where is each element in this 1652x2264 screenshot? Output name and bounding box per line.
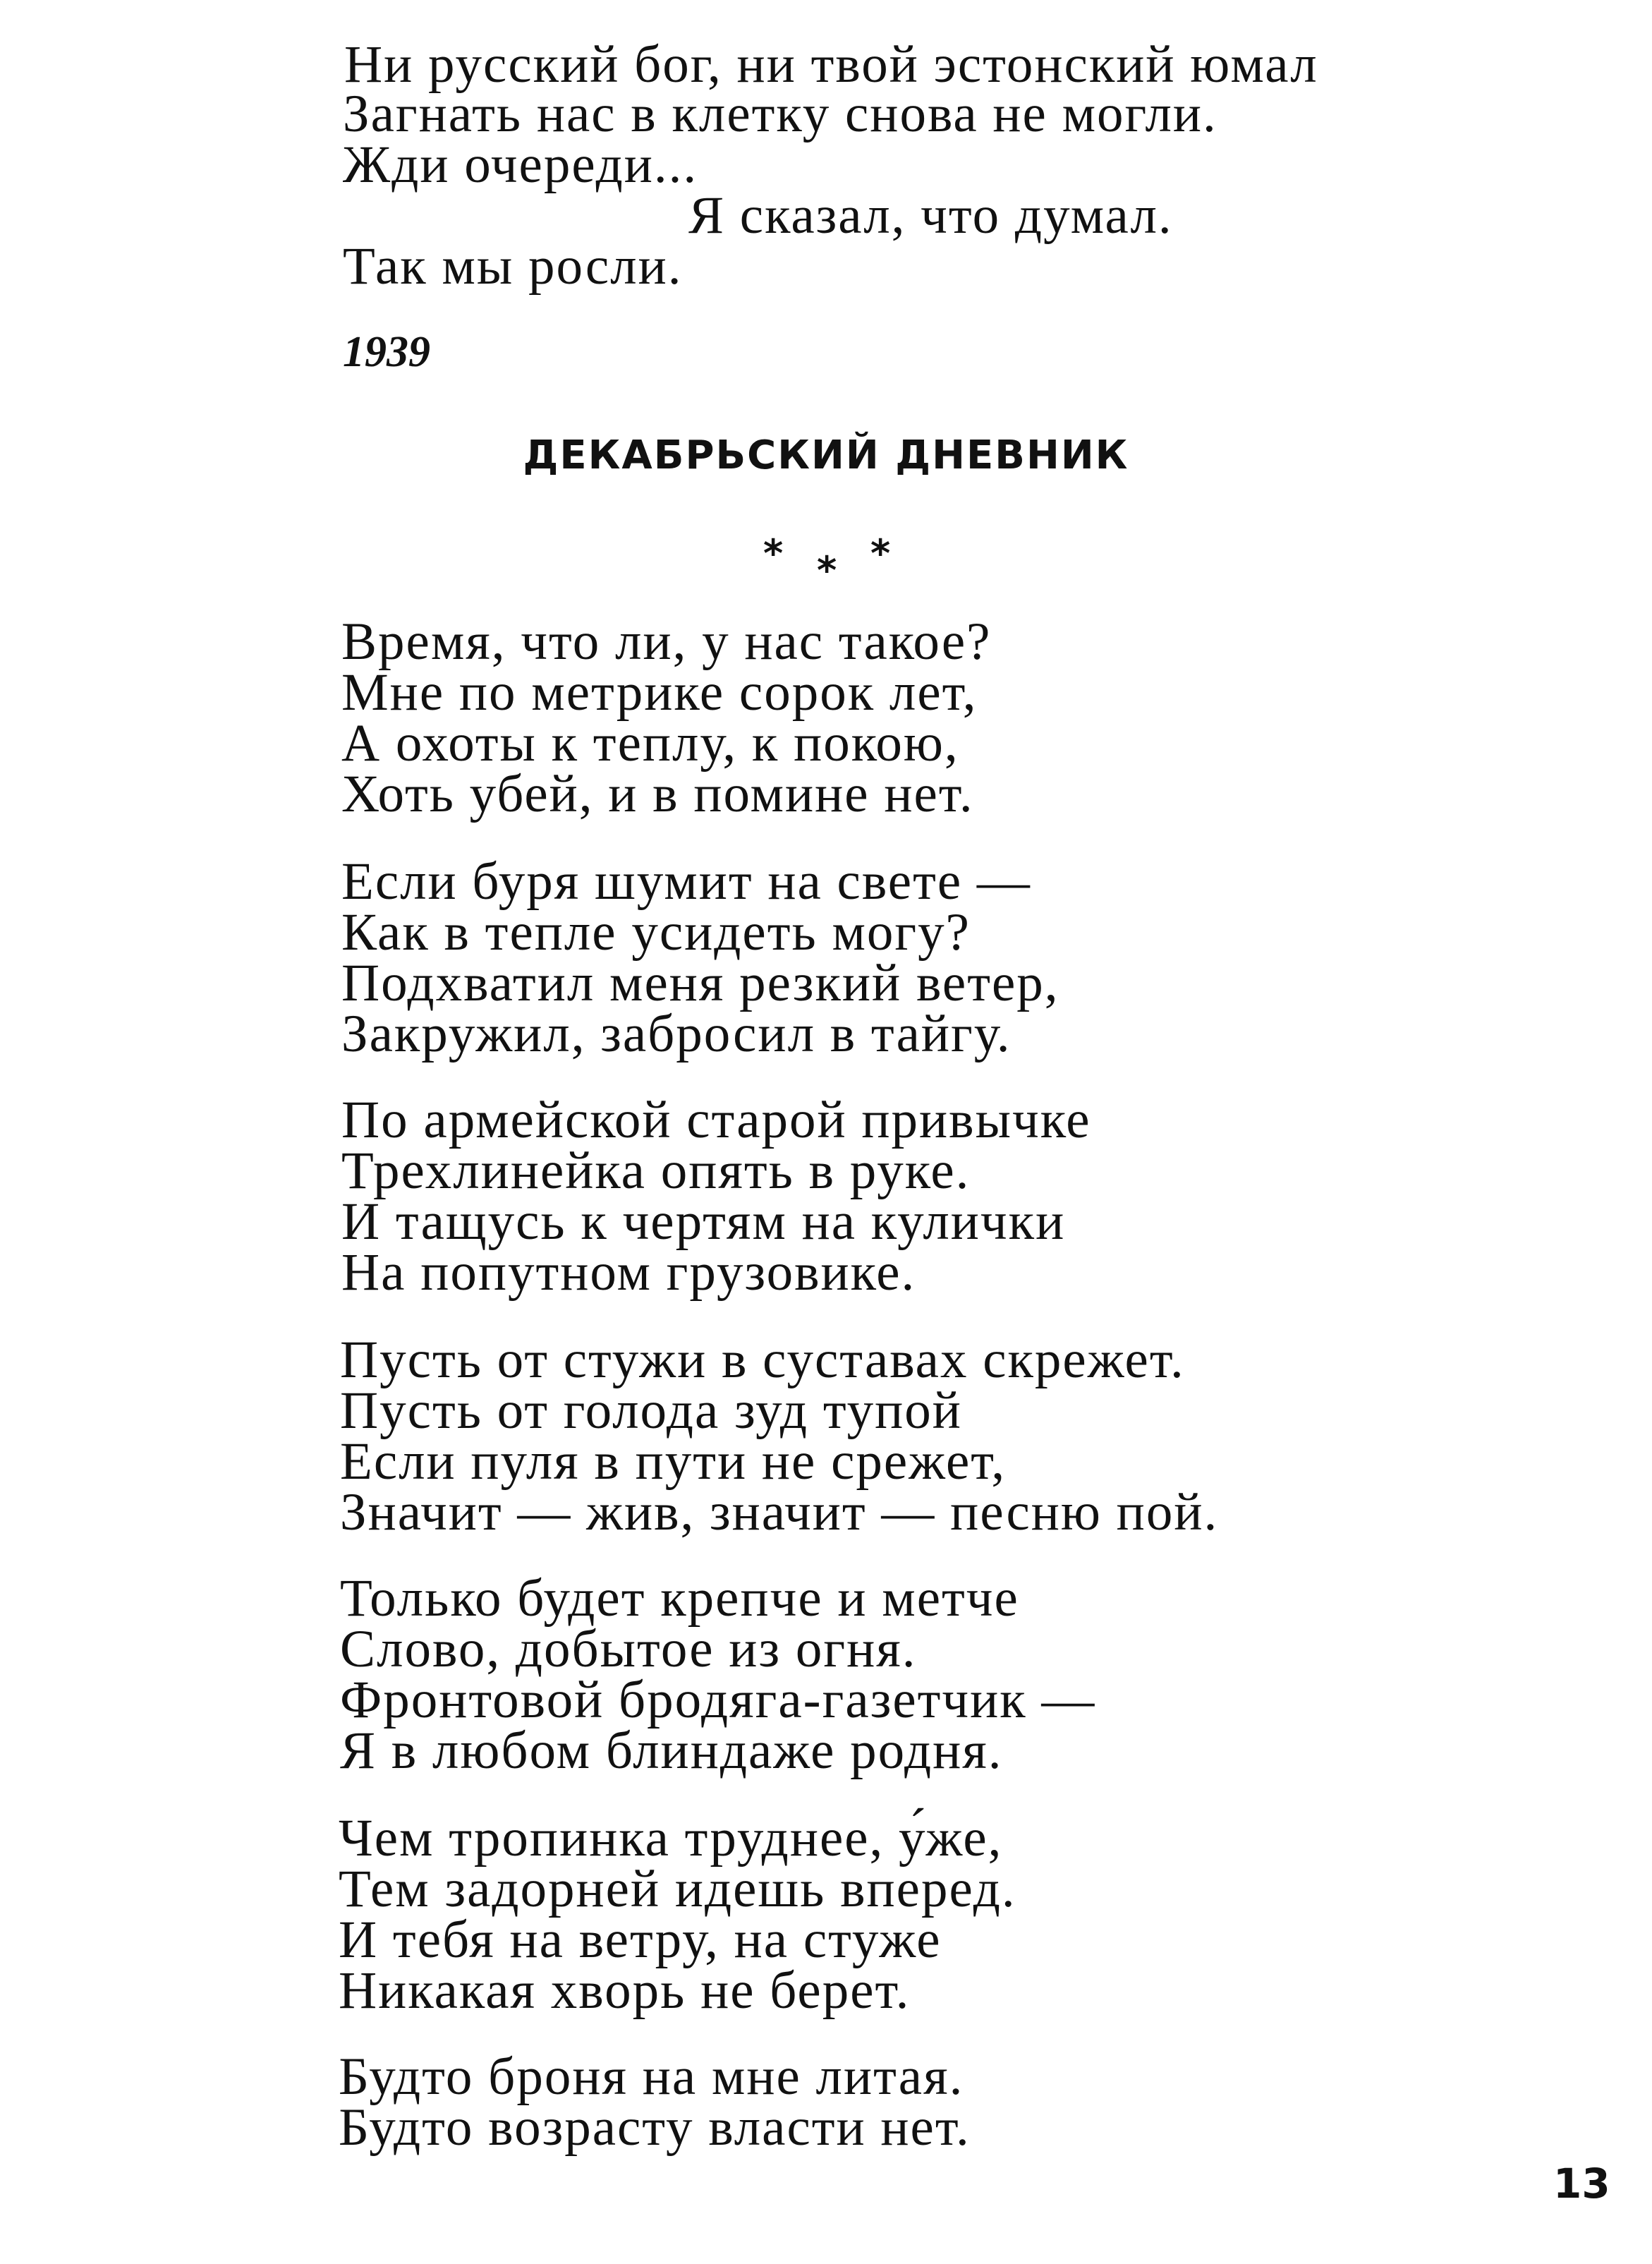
poem-line: Будто возрасту власти нет.: [339, 2098, 971, 2157]
poem-line: Так мы росли.: [343, 237, 683, 296]
poem-line: Чем тропинка труднее, у́же,: [339, 1809, 1003, 1868]
poem-line: Закружил, забросил в тайгу.: [341, 1005, 1012, 1063]
poem-line: И тебя на ветру, на стуже: [339, 1911, 942, 1969]
poem-line: А охоты к теплу, к покою,: [341, 714, 959, 773]
poem-line: Ни русский бог, ни твой эстонский юмал: [344, 35, 1318, 94]
poem-line: Подхватил меня резкий ветер,: [341, 954, 1059, 1012]
poem-line: И тащусь к чертям на кулички: [341, 1192, 1066, 1251]
asterisk: *: [817, 548, 837, 593]
poem-line: Хоть убей, и в помине нет.: [341, 765, 974, 823]
poem-line: Будто броня на мне литая.: [339, 2047, 964, 2106]
asterisk: *: [870, 531, 891, 576]
poem-line: На попутном грузовике.: [341, 1243, 916, 1302]
section-title: ДЕКАБРЬСКИЙ ДНЕВНИК: [523, 432, 1129, 478]
poem-line: Жди очереди...: [343, 135, 698, 194]
poem-line: Я сказал, что думал.: [688, 186, 1173, 245]
poem-line: Загнать нас в клетку снова не могли.: [343, 85, 1217, 143]
poem-line: По армейской старой привычке: [341, 1091, 1091, 1149]
poem-date: 1939: [343, 328, 430, 376]
poem-line: Никакая хворь не берет.: [339, 1961, 911, 2020]
asterisk: *: [763, 531, 784, 576]
asterism-divider: [760, 531, 901, 593]
page-number: 13: [1553, 2160, 1610, 2208]
poem-line: Мне по метрике сорок лет,: [341, 663, 978, 722]
poem-line: Пусть от голода зуд тупой: [340, 1381, 962, 1440]
poem-line: Время, что ли, у нас такое?: [341, 612, 992, 671]
poem-line: Пусть от стужи в суставах скрежет.: [340, 1331, 1185, 1389]
poem-line: Я в любом блиндаже родня.: [340, 1721, 1003, 1780]
poem-line: Только будет крепче и метче: [340, 1569, 1019, 1628]
poem-line: Трехлинейка опять в руке.: [341, 1142, 971, 1200]
poem-line: Как в тепле усидеть могу?: [341, 903, 971, 962]
poem-line: Слово, добытое из огня.: [340, 1620, 917, 1678]
poem-line: Тем задорней идешь вперед.: [339, 1860, 1016, 1918]
poem-line: Если буря шумит на свете —: [341, 852, 1031, 911]
poem-line: Если пуля в пути не срежет,: [340, 1432, 1007, 1491]
poem-line: Значит — жив, значит — песню пой.: [340, 1483, 1219, 1542]
poem-line: Фронтовой бродяга-газетчик —: [340, 1671, 1096, 1729]
